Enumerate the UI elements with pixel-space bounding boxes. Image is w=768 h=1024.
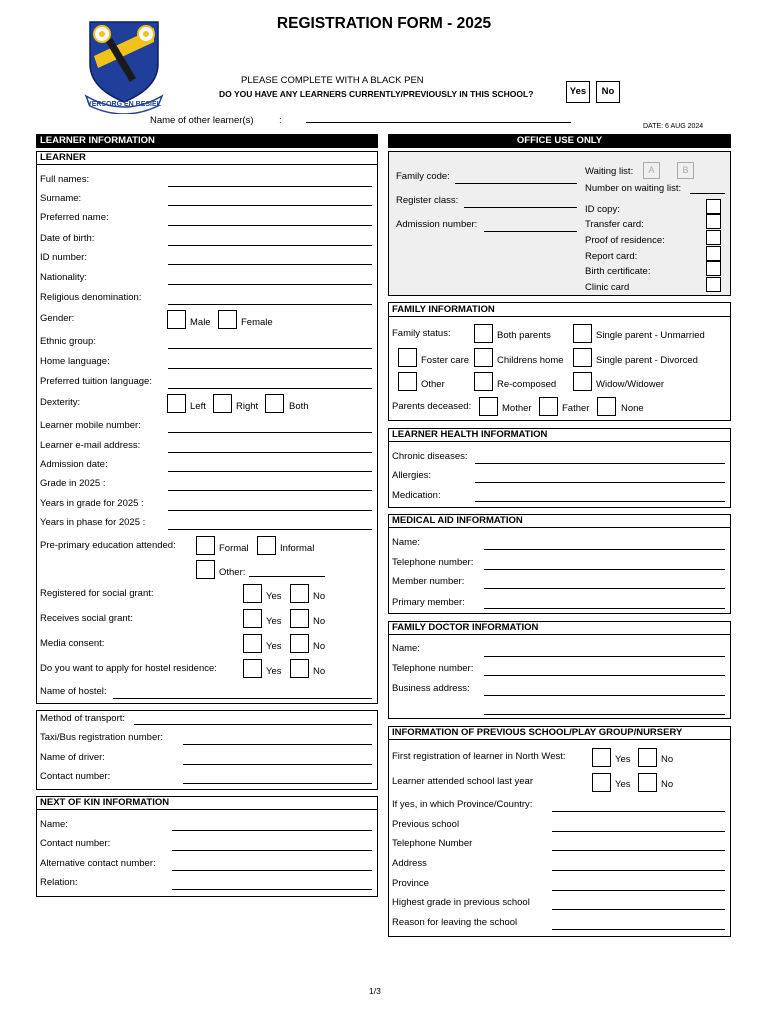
highest-grade-field[interactable] [552,909,725,910]
medical-name-label: Name: [392,537,420,548]
social-grant-no-label: No [313,591,326,602]
surname-label: Surname: [40,193,82,204]
previous-province-field[interactable] [552,890,725,891]
hostel-yes-checkbox[interactable] [243,659,262,678]
media-consent-label: Media consent: [40,638,105,649]
dexterity-left-label: Left [190,401,206,412]
kin-contact-field[interactable] [172,850,372,851]
previous-address-label: Address [392,858,427,869]
primary-member-field[interactable] [484,608,725,609]
other-learner-colon: : [279,115,282,126]
id-number-label: ID number: [40,252,87,263]
learner-information-header: LEARNER INFORMATION [36,134,378,148]
media-consent-yes-checkbox[interactable] [243,634,262,653]
childrens-home-checkbox[interactable] [474,348,493,367]
medication-label: Medication: [392,490,441,501]
attended-last-year-yes-label: Yes [615,779,631,790]
reason-leaving-label: Reason for leaving the school [392,917,518,928]
first-registration-yes-label: Yes [615,754,631,765]
attended-last-year-no-checkbox[interactable] [638,773,657,792]
previous-school-field[interactable] [552,831,725,832]
preprimary-formal-label: Formal [219,543,249,554]
family-status-label: Family status: [392,328,451,339]
previous-telephone-field[interactable] [552,850,725,851]
first-registration-yes-checkbox[interactable] [592,748,611,767]
report-card-label: Report card: [585,251,638,262]
proof-residence-label: Proof of residence: [585,235,665,246]
media-consent-yes-label: Yes [266,641,282,652]
waiting-list-b-checkbox[interactable]: B [677,162,694,179]
deceased-mother-label: Mother [502,403,532,414]
deceased-father-checkbox[interactable] [539,397,558,416]
waiting-list-label: Waiting list: [585,166,634,177]
surname-field[interactable] [168,205,372,206]
kin-relation-label: Relation: [40,877,78,888]
question-no-button[interactable]: No [596,81,620,103]
hostel-no-checkbox[interactable] [290,659,309,678]
doctor-header: FAMILY DOCTOR INFORMATION [392,622,539,633]
widow-label: Widow/Widower [596,379,665,390]
learners-question: DO YOU HAVE ANY LEARNERS CURRENTLY/PREVIOUSLY IN THIS SCHOOL? [219,89,534,99]
hostel-yes-label: Yes [266,666,282,677]
social-grant-yes-label: Yes [266,591,282,602]
member-number-field[interactable] [484,588,725,589]
medical-aid-header: MEDICAL AID INFORMATION [392,515,523,526]
medical-name-field[interactable] [484,549,725,550]
id-copy-checkbox[interactable] [706,199,721,214]
nationality-label: Nationality: [40,272,87,283]
form-title: REGISTRATION FORM - 2025 [276,15,492,32]
ethnic-group-label: Ethnic group: [40,336,96,347]
transfer-card-checkbox[interactable] [706,214,721,229]
family-code-field[interactable] [455,183,577,184]
first-registration-label: First registration of learner in North West: [392,751,566,762]
full-names-label: Full names: [40,174,90,185]
form-date: DATE: 6 AUG 2024 [643,123,704,130]
family-code-label: Family code: [396,171,450,182]
receives-grant-yes-label: Yes [266,616,282,627]
receives-grant-no-checkbox[interactable] [290,609,309,628]
widow-checkbox[interactable] [573,372,592,391]
social-grant-label: Registered for social grant: [40,588,154,599]
transfer-card-label: Transfer card: [585,219,644,230]
ethnic-group-field[interactable] [168,348,372,349]
kin-name-label: Name: [40,819,68,830]
driver-name-field[interactable] [183,764,372,765]
birth-certificate-label: Birth certificate: [585,266,651,277]
health-header: LEARNER HEALTH INFORMATION [392,429,548,440]
svg-text:VERSORG EN BESIEL: VERSORG EN BESIEL [87,101,161,108]
both-parents-checkbox[interactable] [474,324,493,343]
business-address-field-2[interactable] [484,714,725,715]
full-names-field[interactable] [168,186,372,187]
highest-grade-label: Highest grade in previous school [392,897,530,908]
hostel-name-label: Name of hostel: [40,686,107,697]
single-unmarried-label: Single parent - Unmarried [596,330,705,341]
chronic-diseases-field[interactable] [475,463,725,464]
email-field[interactable] [168,452,372,453]
both-parents-label: Both parents [497,330,551,341]
deceased-none-checkbox[interactable] [597,397,616,416]
allergies-label: Allergies: [392,470,432,481]
dexterity-both-label: Both [289,401,309,412]
family-other-checkbox[interactable] [398,372,417,391]
register-class-label: Register class: [396,195,459,206]
childrens-home-label: Childrens home [497,355,564,366]
province-country-field[interactable] [552,811,725,812]
proof-residence-checkbox[interactable] [706,230,721,245]
tuition-language-field[interactable] [168,388,372,389]
gender-female-label: Female [241,317,273,328]
parents-deceased-label: Parents deceased: [392,401,472,412]
preprimary-formal-checkbox[interactable] [196,536,215,555]
driver-contact-field[interactable] [183,783,372,784]
receives-grant-yes-checkbox[interactable] [243,609,262,628]
id-copy-label: ID copy: [585,204,620,215]
clinic-card-checkbox[interactable] [706,277,721,292]
foster-care-checkbox[interactable] [398,348,417,367]
re-composed-checkbox[interactable] [474,372,493,391]
id-number-field[interactable] [168,264,372,265]
gender-label: Gender: [40,313,75,324]
member-number-label: Member number: [392,576,465,587]
kin-alt-contact-field[interactable] [172,870,372,871]
nationality-field[interactable] [168,284,372,285]
gender-female-checkbox[interactable] [218,310,237,329]
preprimary-other-field[interactable] [249,576,325,577]
kin-name-field[interactable] [172,830,372,831]
chronic-diseases-label: Chronic diseases: [392,451,468,462]
dexterity-right-checkbox[interactable] [213,394,232,413]
kin-contact-label: Contact number: [40,838,111,849]
gender-male-checkbox[interactable] [167,310,186,329]
mobile-number-label: Learner mobile number: [40,420,141,431]
deceased-father-label: Father [562,403,590,414]
religious-field[interactable] [168,304,372,305]
taxi-registration-field[interactable] [183,744,372,745]
other-learner-label: Name of other learner(s) [150,115,254,126]
doctor-telephone-field[interactable] [484,675,725,676]
years-in-phase-label: Years in phase for 2025 : [40,517,146,528]
family-header: FAMILY INFORMATION [392,304,495,315]
home-language-label: Home language: [40,356,110,367]
email-label: Learner e-mail address: [40,440,141,451]
question-yes-button[interactable]: Yes [566,81,590,103]
hostel-apply-label: Do you want to apply for hostel residence: [40,663,217,674]
family-other-label: Other [421,379,445,390]
single-unmarried-checkbox[interactable] [573,324,592,343]
years-in-grade-label: Years in grade for 2025 : [40,498,144,509]
kin-alt-contact-label: Alternative contact number: [40,858,156,869]
waiting-number-label: Number on waiting list: [585,183,682,194]
business-address-label: Business address: [392,683,470,694]
tuition-language-label: Preferred tuition language: [40,376,152,387]
dexterity-both-checkbox[interactable] [265,394,284,413]
medication-field[interactable] [475,501,725,502]
driver-name-label: Name of driver: [40,752,105,763]
dexterity-right-label: Right [236,401,259,412]
preferred-name-label: Preferred name: [40,212,109,223]
preferred-name-field[interactable] [168,225,372,226]
instruction-text: PLEASE COMPLETE WITH A BLACK PEN [241,75,424,86]
receives-grant-label: Receives social grant: [40,613,133,624]
foster-care-label: Foster care [421,355,470,366]
grade-field[interactable] [168,490,372,491]
admission-date-label: Admission date: [40,459,108,470]
grade-label: Grade in 2025 : [40,478,106,489]
attended-last-year-yes-checkbox[interactable] [592,773,611,792]
previous-province-label: Province [392,878,429,889]
province-country-label: If yes, in which Province/Country: [392,799,533,810]
religious-label: Religious denomination: [40,292,142,303]
doctor-telephone-label: Telephone number: [392,663,474,674]
mobile-number-field[interactable] [168,432,372,433]
social-grant-yes-checkbox[interactable] [243,584,262,603]
gender-male-label: Male [190,317,211,328]
admission-number-field[interactable] [484,231,577,232]
previous-address-field[interactable] [552,870,725,871]
other-learner-field[interactable] [306,122,571,123]
previous-school-header: INFORMATION OF PREVIOUS SCHOOL/PLAY GROUP/NURSERY [392,727,683,738]
years-in-phase-field[interactable] [168,529,372,530]
driver-contact-label: Contact number: [40,771,111,782]
first-registration-no-label: No [661,754,674,765]
hostel-name-field[interactable] [113,698,372,699]
deceased-mother-checkbox[interactable] [479,397,498,416]
media-consent-no-checkbox[interactable] [290,634,309,653]
taxi-registration-label: Taxi/Bus registration number: [40,732,164,743]
attended-last-year-no-label: No [661,779,674,790]
business-address-field-1[interactable] [484,695,725,696]
re-composed-label: Re-composed [497,379,557,390]
doctor-name-label: Name: [392,643,420,654]
medical-telephone-field[interactable] [484,569,725,570]
home-language-field[interactable] [168,368,372,369]
reason-leaving-field[interactable] [552,929,725,930]
birth-certificate-checkbox[interactable] [706,261,721,276]
years-in-grade-field[interactable] [168,510,372,511]
date-of-birth-label: Date of birth: [40,233,95,244]
preprimary-other-checkbox[interactable] [196,560,215,579]
report-card-checkbox[interactable] [706,246,721,261]
receives-grant-no-label: No [313,616,326,627]
transport-method-label: Method of transport: [40,713,126,724]
allergies-field[interactable] [475,482,725,483]
admission-number-label: Admission number: [396,219,478,230]
date-of-birth-field[interactable] [168,245,372,246]
previous-school-label: Previous school [392,819,460,830]
next-of-kin-header: NEXT OF KIN INFORMATION [40,797,170,808]
dexterity-left-checkbox[interactable] [167,394,186,413]
first-registration-no-checkbox[interactable] [638,748,657,767]
media-consent-no-label: No [313,641,326,652]
waiting-number-field[interactable] [690,193,725,194]
preprimary-other-label: Other: [219,567,246,578]
preprimary-informal-checkbox[interactable] [257,536,276,555]
dexterity-label: Dexterity: [40,397,81,408]
kin-relation-field[interactable] [172,889,372,890]
previous-telephone-label: Telephone Number [392,838,473,849]
learner-subheader: LEARNER [40,152,86,163]
transport-method-field[interactable] [134,724,372,725]
page-number: 1/3 [369,986,381,996]
attended-last-year-label: Learner attended school last year [392,776,534,787]
office-use-header: OFFICE USE ONLY [388,134,731,148]
doctor-name-field[interactable] [484,656,725,657]
waiting-list-a-checkbox[interactable]: A [643,162,660,179]
admission-date-field[interactable] [168,471,372,472]
single-divorced-checkbox[interactable] [573,348,592,367]
medical-telephone-label: Telephone number: [392,557,474,568]
register-class-field[interactable] [464,207,577,208]
hostel-no-label: No [313,666,326,677]
primary-member-label: Primary member: [392,597,465,608]
deceased-none-label: None [621,403,644,414]
clinic-card-label: Clinic card [585,282,630,293]
single-divorced-label: Single parent - Divorced [596,355,698,366]
preprimary-label: Pre-primary education attended: [40,540,176,551]
social-grant-no-checkbox[interactable] [290,584,309,603]
preprimary-informal-label: Informal [280,543,315,554]
